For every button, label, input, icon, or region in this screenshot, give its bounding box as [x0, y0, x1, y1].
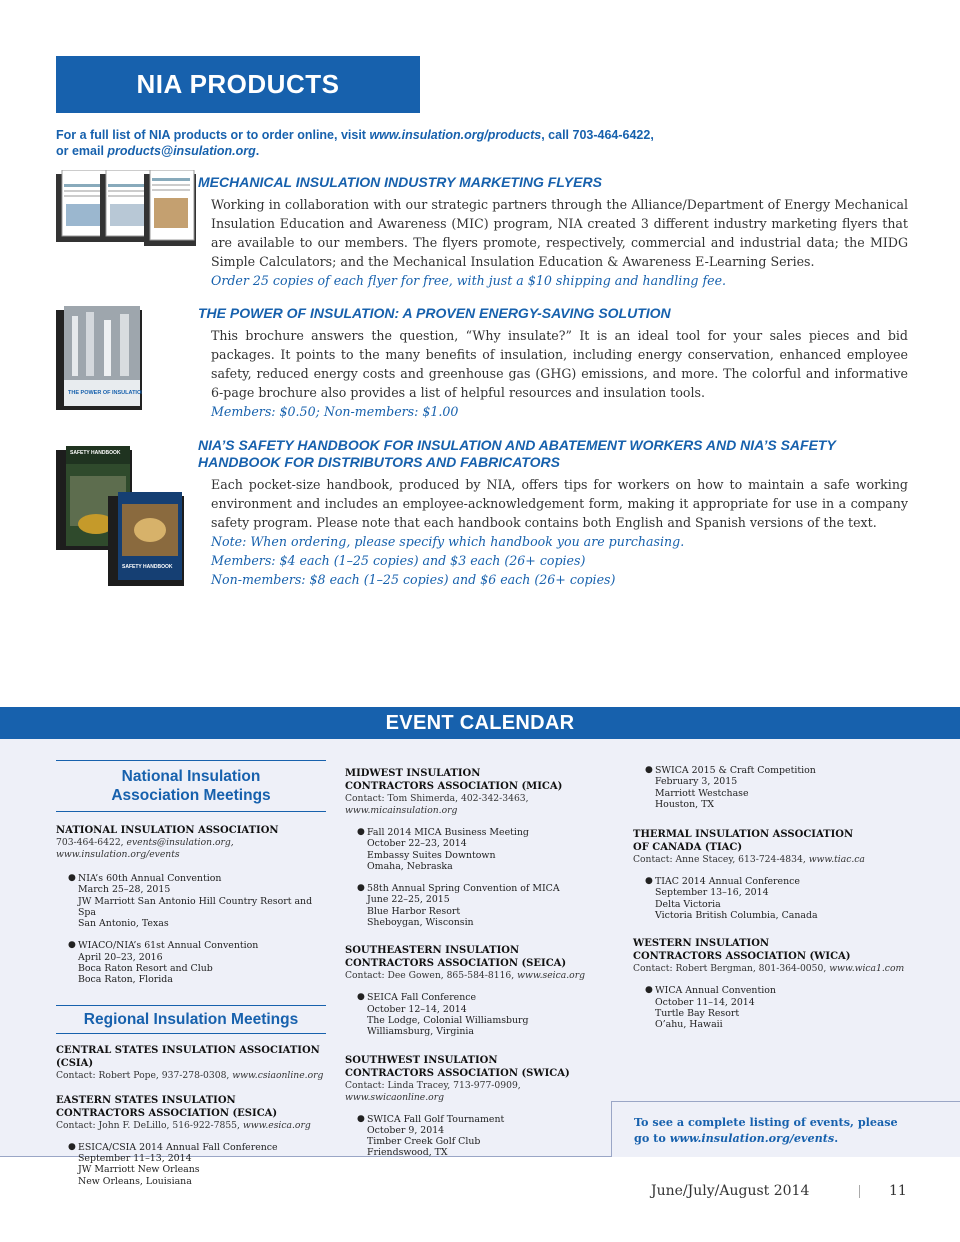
event-location: San Antonio, Texas	[78, 918, 169, 930]
listing-text-2: go to	[634, 1131, 670, 1145]
org-link[interactable]: www.swicaonline.org	[345, 1091, 444, 1103]
product-brochure	[198, 305, 908, 421]
event-date: October 12–14, 2014	[367, 1003, 467, 1015]
product-price-nonmembers: Non-members: $8 each (1–25 copies) and $6 each (26+ copies)	[211, 572, 616, 587]
event-item	[56, 940, 326, 985]
org-name: THERMAL INSULATION ASSOCIATION	[633, 829, 854, 841]
org-links[interactable]: events@insulation.org, www.insulation.org/events	[56, 837, 234, 860]
org-link[interactable]: www.wica1.com	[829, 963, 905, 975]
event-date: April 20–23, 2016	[78, 951, 163, 963]
org-link[interactable]: www.csiaonline.org	[232, 1069, 324, 1081]
calendar-column-1	[56, 760, 326, 1187]
event-venue: Blue Harbor Resort	[367, 905, 461, 917]
event-date: September 11–13, 2014	[78, 1152, 192, 1164]
event-name: Fall 2014 MICA Business Meeting	[367, 827, 529, 838]
product-price: Members: $0.50; Non-members: $1.00	[211, 404, 459, 419]
product-description: Each pocket-size handbook, produced by NIA, offers tips for workers on how to maintain a safe working environment and includes an employee-acknowledgement form, making it appropriate for use in a company safety program. Please note that each handbook contains both English and Spanish versions of the text.	[211, 477, 908, 530]
product-title: NIA’S SAFETY HANDBOOK FOR INSULATION AND ABATEMENT WORKERS AND NIA’S SAFETY HANDBOOK FOR DISTRIBUTORS AND FABRICATORS	[198, 437, 836, 470]
national-meetings-title: National Insulation Association Meetings	[111, 768, 271, 804]
handbook-cover-text-2: SAFETY HANDBOOK	[122, 564, 173, 570]
event-item	[345, 827, 615, 872]
org-contact: Contact: Robert Pope, 937-278-0308, www.csiaonline.org	[56, 1069, 324, 1081]
org-name: MIDWEST INSULATION	[345, 768, 481, 779]
org-name: SOUTHEASTERN INSULATION	[345, 945, 520, 957]
event-item	[633, 765, 933, 810]
event-item	[345, 992, 615, 1037]
org-name: EASTERN STATES INSULATION	[56, 1094, 236, 1106]
product-price: Order 25 copies of each flyer for free, with just a $10 shipping and handling fee.	[211, 273, 727, 288]
event-date: June 22–25, 2015	[367, 894, 450, 906]
event-item	[633, 985, 933, 1030]
event-location: New Orleans, Louisiana	[78, 1175, 192, 1187]
org-link[interactable]: www.micainsulation.org	[345, 805, 458, 816]
event-name: ESICA/CSIA 2014 Annual Fall Conference	[78, 1141, 278, 1153]
calendar-column-2	[345, 767, 615, 1159]
org-name: CENTRAL STATES INSULATION ASSOCIATION (CSIA)	[56, 1044, 320, 1069]
org-name-line2: CONTRACTORS ASSOCIATION (SEICA)	[345, 958, 567, 970]
org-name-line2: CONTRACTORS ASSOCIATION (MICA)	[345, 781, 563, 792]
event-date: February 3, 2015	[655, 776, 738, 788]
products-banner	[56, 56, 420, 113]
intro-period: .	[255, 144, 260, 158]
complete-listing-callout	[611, 1101, 960, 1157]
event-location: Williamsburg, Virginia	[367, 1026, 474, 1038]
bullet-icon: ●	[645, 765, 653, 775]
bullet-icon: ●	[68, 940, 76, 951]
event-date: September 13–16, 2014	[655, 887, 769, 899]
event-location: O’ahu, Hawaii	[655, 1019, 723, 1031]
bullet-icon: ●	[357, 992, 365, 1003]
event-venue: Marriott Westchase	[655, 787, 749, 799]
bullet-icon: ●	[68, 873, 76, 883]
event-item	[345, 1114, 615, 1159]
flyers-image	[56, 170, 198, 248]
products-title: NIA PRODUCTS	[136, 69, 340, 99]
org-name-line2: CONTRACTORS ASSOCIATION (WICA)	[633, 951, 851, 963]
event-location: Sheboygan, Wisconsin	[367, 917, 474, 929]
event-name: TIAC 2014 Annual Conference	[655, 876, 800, 888]
event-date: October 22–23, 2014	[367, 838, 467, 850]
product-title: MECHANICAL INSULATION INDUSTRY MARKETING FLYERS	[198, 174, 602, 190]
event-name: SWICA 2015 & Craft Competition	[655, 765, 816, 776]
org-contact: Contact: John F. DeLillo, 516-922-7855, www.esica.org	[56, 1119, 311, 1131]
event-venue: Delta Victoria	[655, 898, 721, 910]
event-item	[345, 883, 615, 928]
product-flyers	[198, 174, 908, 290]
brochure-cover-text: THE POWER OF INSULATION	[68, 390, 142, 396]
org-contact: Contact: Anne Stacey, 613-724-4834, www.tiac.ca	[633, 854, 865, 866]
event-location: Victoria British Columbia, Canada	[655, 910, 818, 922]
calendar-column-3	[633, 757, 933, 1031]
org-name: NATIONAL INSULATION ASSOCIATION	[56, 825, 279, 836]
org-contact: Contact: Tom Shimerda, 402-342-3463, www.micainsulation.org	[345, 793, 529, 816]
event-location: Omaha, Nebraska	[367, 860, 453, 872]
event-name: WICA Annual Convention	[655, 985, 776, 997]
event-date: March 25–28, 2015	[78, 884, 171, 896]
event-item	[56, 1142, 326, 1187]
event-name: SEICA Fall Conference	[367, 992, 477, 1004]
product-description: Working in collaboration with our strategic partners through the Alliance/Department of Energy Mechanical Insulation Education and Awareness (MIC) program, NIA created 3 different industry marketing flyers that are available to our members. The flyers promote, respectively, commercial and industrial data; the MIDG Simple Calculators; and the Mechanical Insulation Education & Awareness E-Learning Series.	[211, 197, 908, 269]
bullet-icon: ●	[645, 985, 653, 996]
org-name: WESTERN INSULATION	[633, 938, 770, 950]
org-link[interactable]: www.esica.org	[242, 1119, 311, 1131]
event-venue: JW Marriott New Orleans	[78, 1164, 200, 1176]
event-calendar-banner	[0, 707, 960, 739]
org-name: SOUTHWEST INSULATION	[345, 1054, 498, 1066]
product-title: THE POWER OF INSULATION: A PROVEN ENERGY-SAVING SOLUTION	[198, 305, 671, 321]
bullet-icon: ●	[357, 883, 365, 894]
org-contact: Contact: Dee Gowen, 865-584-8116, www.seica.org	[345, 970, 585, 982]
products-intro	[56, 127, 816, 159]
bullet-icon: ●	[68, 1141, 76, 1152]
product-order-note: Note: When ordering, please specify which handbook you are purchasing.	[211, 534, 685, 549]
event-venue: The Lodge, Colonial Williamsburg	[367, 1014, 529, 1026]
org-name-line2: OF CANADA (TIAC)	[633, 842, 743, 854]
product-handbook	[198, 437, 908, 589]
regional-meetings-title: Regional Insulation Meetings	[83, 1010, 299, 1028]
bullet-icon: ●	[357, 827, 365, 837]
bullet-icon: ●	[357, 1113, 365, 1124]
event-location: Houston, TX	[655, 798, 715, 810]
event-venue: Timber Creek Golf Club	[367, 1136, 481, 1148]
org-contact: 703-464-6422, events@insulation.org, www.insulation.org/events	[56, 837, 234, 860]
event-name: 58th Annual Spring Convention of MICA	[367, 883, 560, 895]
event-date: October 11–14, 2014	[655, 996, 755, 1008]
events-link[interactable]: www.insulation.org/events	[669, 1131, 835, 1145]
event-date: October 9, 2014	[367, 1124, 445, 1136]
intro-phone: , call 703-464-6422,	[541, 128, 654, 142]
org-contact: Contact: Linda Tracey, 713-977-0909, www.swicaonline.org	[345, 1079, 521, 1103]
intro-text: For a full list of NIA products or to order online, visit	[56, 128, 370, 142]
event-name: SWICA Fall Golf Tournament	[367, 1113, 505, 1125]
org-link[interactable]: www.tiac.ca	[808, 854, 865, 866]
products-link[interactable]: www.insulation.org/products	[369, 128, 542, 142]
issue-date: June/July/August 2014	[651, 1183, 810, 1199]
product-price-members: Members: $4 each (1–25 copies) and $3 each (26+ copies)	[211, 553, 586, 568]
listing-text: To see a complete listing of events, please	[634, 1115, 898, 1129]
event-calendar-title: EVENT CALENDAR	[385, 711, 575, 734]
event-venue: Boca Raton Resort and Club	[78, 963, 213, 975]
products-email-link[interactable]: products@insulation.org	[107, 144, 256, 158]
brochure-image	[56, 306, 142, 410]
intro-email-label: or email	[56, 144, 108, 158]
event-venue: Embassy Suites Downtown	[367, 849, 496, 861]
event-item	[56, 873, 326, 929]
event-location: Boca Raton, Florida	[78, 974, 173, 986]
event-name: WIACO/NIA’s 61st Annual Convention	[78, 940, 259, 952]
org-name-line2: CONTRACTORS ASSOCIATION (SWICA)	[345, 1067, 570, 1079]
product-description: This brochure answers the question, “Why insulate?” It is an ideal tool for your sales pieces and bid packages. It points to the many benefits of insulation, including energy conservation, enhanced employee safety, reduced energy costs and greenhouse gas (GHG) emissions, and more. The colorful and informative 6-page brochure also provides a list of helpful resources and insulation tools.	[211, 328, 908, 400]
org-contact: Contact: Robert Bergman, 801-364-0050, www.wica1.com	[633, 963, 905, 975]
event-name: NIA’s 60th Annual Convention	[78, 873, 222, 884]
listing-period: .	[834, 1131, 839, 1145]
event-location: Friendswood, TX	[367, 1147, 448, 1159]
event-venue: Turtle Bay Resort	[655, 1007, 740, 1019]
event-venue: JW Marriott San Antonio Hill Country Resort and Spa	[78, 895, 313, 918]
bullet-icon: ●	[645, 876, 653, 887]
org-name-line2: CONTRACTORS ASSOCIATION (ESICA)	[56, 1107, 278, 1119]
handbook-image	[56, 446, 184, 586]
handbook-cover-text: SAFETY HANDBOOK	[70, 450, 121, 456]
org-link[interactable]: www.seica.org	[517, 970, 585, 982]
footer-divider	[859, 1185, 860, 1198]
event-item	[633, 876, 933, 921]
page-number: 11	[889, 1183, 907, 1199]
